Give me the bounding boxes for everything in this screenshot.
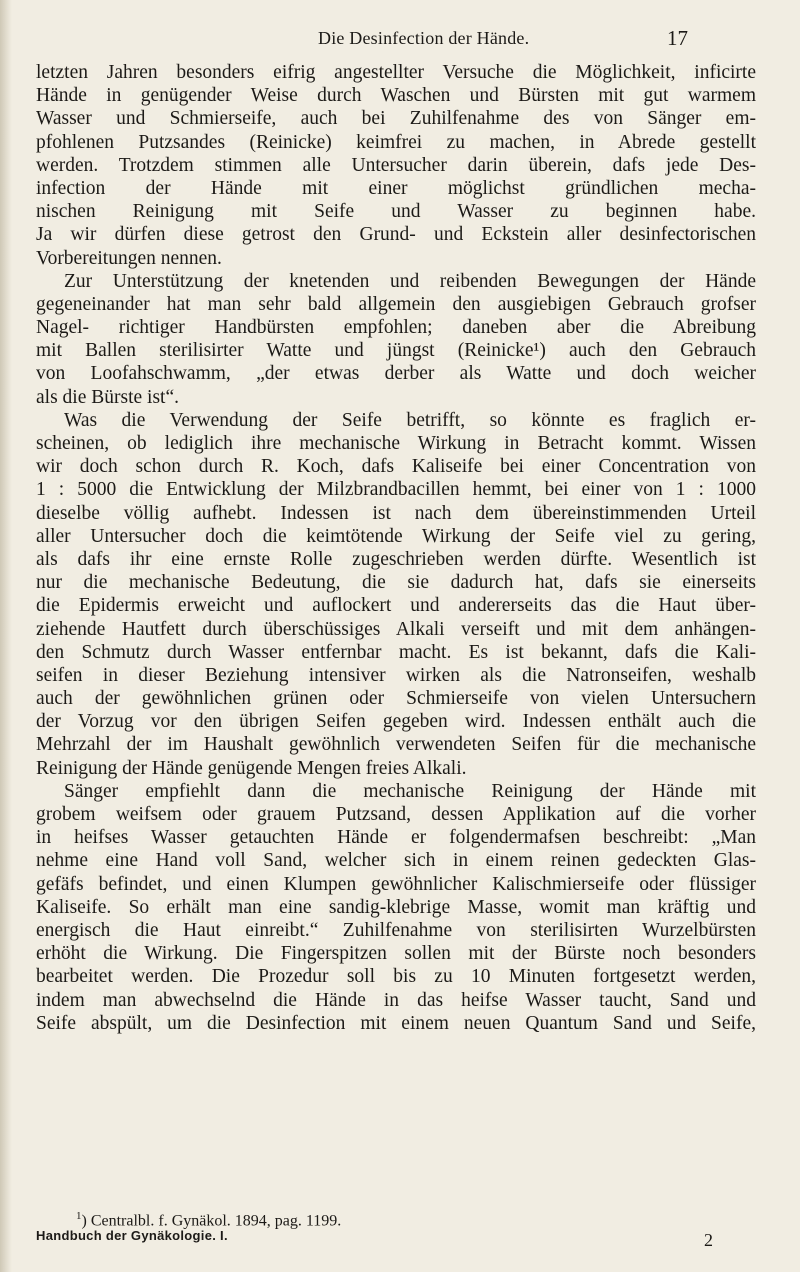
text-line: Sänger empfiehlt dann die mechanische Reinigung der Hände mit bbox=[64, 780, 756, 802]
text-line: erhöht die Wirkung. Die Fingerspitzen sollen mit der Bürste noch besonders bbox=[36, 943, 756, 965]
text-line: von Loofahschwamm, „der etwas derber als Watte und doch weicher bbox=[36, 363, 756, 385]
text-line: letzten Jahren besonders eifrig angestellter Versuche die Möglichkeit, inficirte bbox=[36, 62, 756, 83]
text-line: aller Untersucher doch die keimtötende Wirkung der Seife viel zu gering, bbox=[36, 525, 756, 547]
text-line: Kaliseife. So erhält man eine sandig-klebrige Masse, womit man kräftig und bbox=[36, 896, 756, 918]
page-gutter-shadow bbox=[0, 0, 12, 1272]
text-line: mit Ballen sterilisirter Watte und jüngst (Reinicke¹) auch den Gebrauch bbox=[36, 340, 756, 362]
text-line: bearbeitet werden. Die Prozedur soll bis zu 10 Minuten fortgesetzt werden, bbox=[36, 966, 756, 988]
text-line: Reinigung der Hände genügende Mengen freies Alkali. bbox=[36, 757, 467, 779]
text-line: werden. Trotzdem stimmen alle Untersucher darin überein, dafs jede Des- bbox=[36, 154, 756, 176]
text-line: grobem weifsem oder grauem Putzsand, dessen Applikation auf die vorher bbox=[36, 804, 756, 825]
text-line: nehme eine Hand voll Sand, welcher sich in einem reinen gedeckten Glas- bbox=[36, 850, 756, 872]
text-line: Seife abspült, um die Desinfection mit einem neuen Quantum Sand und Seife, bbox=[36, 1012, 756, 1034]
text-line: als die Bürste ist“. bbox=[36, 386, 179, 408]
text-line: gefäfs befindet, und einen Klumpen gewöhnlicher Kalischmierseife oder flüssiger bbox=[36, 873, 756, 895]
text-line: nur die mechanische Bedeutung, die sie dadurch hat, dafs sie einerseits bbox=[36, 572, 756, 594]
text-line: energisch die Haut einreibt.“ Zuhilfenahme von sterilisirten Wurzelbürsten bbox=[36, 919, 756, 941]
text-line: Zur Unterstützung der knetenden und reibenden Bewegungen der Hände bbox=[64, 270, 756, 292]
text-line: in heifses Wasser getauchten Hände er folgendermafsen beschreibt: „Man bbox=[36, 827, 756, 849]
text-line: scheinen, ob lediglich ihre mechanische Wirkung in Betracht kommt. Wissen bbox=[36, 433, 756, 454]
text-line: der Vorzug vor den übrigen Seifen gegeben wird. Indessen enthält auch die bbox=[36, 711, 756, 733]
text-line: wir doch schon durch R. Koch, dafs Kaliseife bei einer Concentration von bbox=[36, 456, 756, 478]
footnote-marker: 1 bbox=[76, 1210, 82, 1222]
signature-text: Handbuch der Gynäkologie. I. bbox=[36, 1228, 228, 1243]
text-line: Nagel- richtiger Handbürsten empfohlen; daneben aber die Abreibung bbox=[36, 317, 756, 339]
running-title: Die Desinfection der Hände. bbox=[318, 28, 530, 48]
text-line: den Schmutz durch Wasser entfernbar macht. Es ist bekannt, dafs die Kali- bbox=[36, 641, 756, 663]
text-line: Wasser und Schmierseife, auch bei Zuhilfenahme des von Sänger em- bbox=[36, 108, 756, 130]
signature-mark: 2 bbox=[704, 1230, 713, 1250]
text-line: 1 : 5000 die Entwicklung der Milzbrandbacillen hemmt, bei einer von 1 : 1000 bbox=[36, 479, 756, 501]
text-line: Vorbereitungen nennen. bbox=[36, 247, 222, 269]
text-line: gegeneinander hat man sehr bald allgemein den ausgiebigen Gebrauch grofser bbox=[36, 293, 756, 315]
text-line: auch der gewöhnlichen grünen oder Schmierseife von vielen Untersuchern bbox=[36, 688, 756, 710]
body-text bbox=[36, 61, 756, 1035]
text-line: die Epidermis erweicht und auflockert und andererseits das die Haut über- bbox=[36, 595, 756, 617]
text-line: nischen Reinigung mit Seife und Wasser zu beginnen habe. bbox=[36, 201, 756, 223]
text-line: Hände in genügender Weise durch Waschen und Bürsten mit gut warmem bbox=[36, 85, 756, 107]
running-head bbox=[0, 28, 800, 58]
text-line: seifen in dieser Beziehung intensiver wirken als die Natronseifen, weshalb bbox=[36, 664, 756, 686]
text-line: als dafs ihr eine ernste Rolle zugeschrieben werden dürfte. Wesentlich ist bbox=[36, 548, 756, 570]
text-line: indem man abwechselnd die Hände in das heifse Wasser taucht, Sand und bbox=[36, 989, 756, 1011]
signature-line bbox=[36, 1228, 756, 1250]
text-line: Was die Verwendung der Seife betrifft, so könnte es fraglich er- bbox=[64, 409, 756, 431]
text-line: ziehende Hautfett durch überschüssiges Alkali verseift und mit dem anhängen- bbox=[36, 618, 756, 640]
text-line: Mehrzahl der im Haushalt gewöhnlich verwendeten Seifen für die mechanische bbox=[36, 734, 756, 756]
page-number: 17 bbox=[667, 26, 688, 50]
footnote-text: ) Centralbl. f. Gynäkol. 1894, pag. 1199. bbox=[81, 1212, 342, 1230]
text-line: pfohlenen Putzsandes (Reinicke) keimfrei zu machen, in Abrede gestellt bbox=[36, 131, 756, 153]
text-line: infection der Hände mit einer möglichst gründlichen mecha- bbox=[36, 177, 756, 199]
text-line: Ja wir dürfen diese getrost den Grund- und Eckstein aller desinfectorischen bbox=[36, 224, 756, 246]
text-line: dieselbe völlig aufhebt. Indessen ist nach dem übereinstimmenden Urteil bbox=[36, 502, 756, 524]
